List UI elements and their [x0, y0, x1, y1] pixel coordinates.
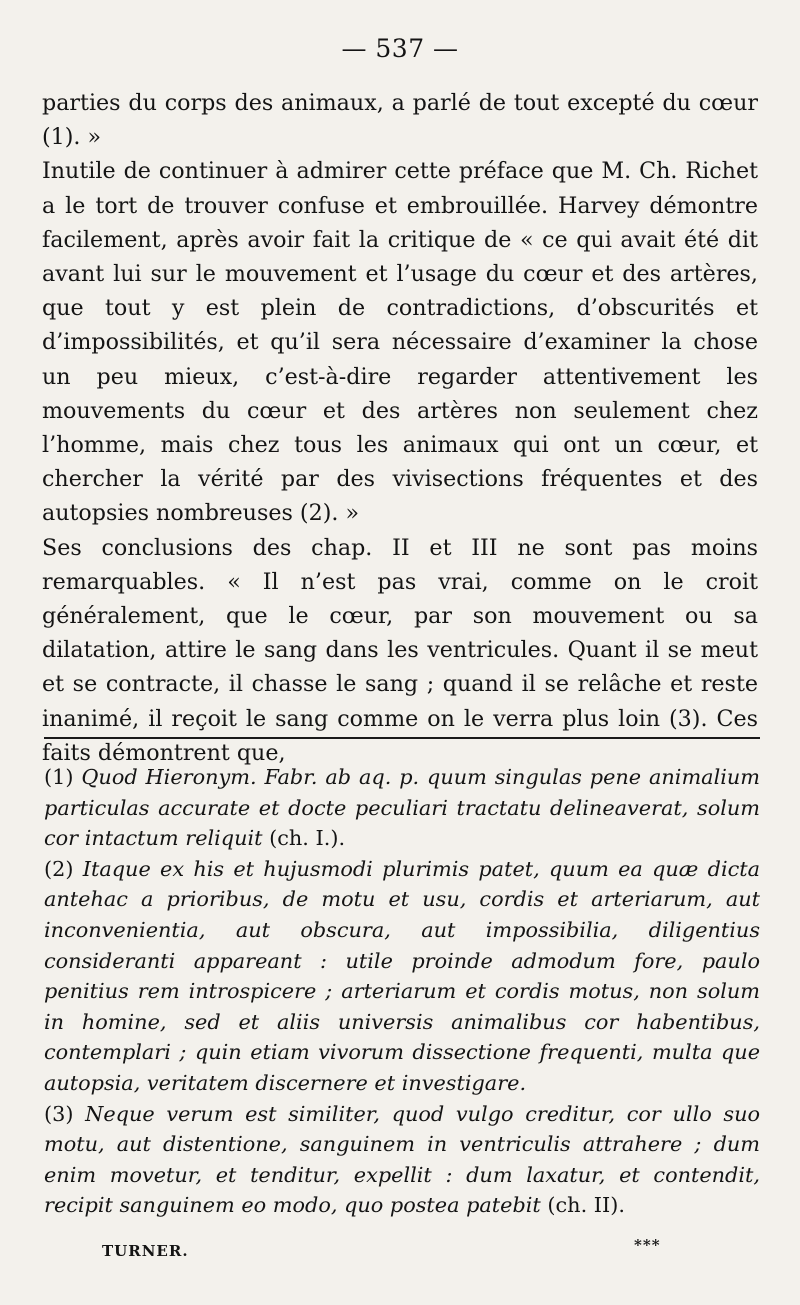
footnote-ref: (ch. I.). — [269, 826, 346, 851]
main-text — [42, 86, 758, 770]
footnote-number: (1) — [44, 765, 74, 789]
paragraph-3: Ses conclusions des chap. II et III ne sont pas moins remarquables. « Il n’est pas vrai, comme on le croit généralement, que le cœur, par son mouvement ou sa dilatation, attire le sang dans les ventricules. Quant il se meut et se contracte, il chasse le sang ; quand il se relâche et reste inanimé, il reçoit le sang comme on le verra plus loin (3). Ces faits démontrent que, — [42, 534, 758, 766]
footnote-1 — [44, 762, 760, 854]
footnote-2 — [44, 854, 760, 1099]
footnote-number: (2) — [44, 856, 74, 881]
footnotes — [44, 762, 760, 1221]
footnote-separator — [44, 737, 760, 739]
sheet-mark: *** — [634, 1236, 661, 1254]
page-number: — 537 — — [341, 34, 459, 63]
footnote-number: (3) — [44, 1101, 74, 1126]
footnote-ref: (ch. II). — [547, 1193, 625, 1218]
paragraph-1: parties du corps des animaux, a parlé de tout excepté du cœur (1). » — [42, 90, 758, 151]
footnote-text: Itaque ex his et hujusmodi plurimis patet, quum ea quæ dicta antehac a prioribus, de motu et usu, cordis et arteriarum, aut inconvenientia, aut obscura, aut impossibilia, diligentius consideranti appareant : utile proinde admodum fore, paulo penitius rem introspicere ; arteriarum et cordis motus, non solum in homine, sed et aliis universis animalibus cor habentibus, contemplari ; quin etiam vivorum dissectione frequenti, multa que autopsia, veritatem discernere et investigare. — [44, 856, 760, 1095]
signature-mark: TURNER. — [102, 1242, 189, 1260]
paragraph-2: Inutile de continuer à admirer cette préface que M. Ch. Richet a le tort de trouver confuse et embrouillée. Harvey démontre facilement, après avoir fait la critique de « ce qui avait été dit avant lui sur le mouvement et l’usage du cœur et des artères, que tout y est plein de contradictions, d’obscurités et d’impossibilités, et qu’il sera nécessaire d’examiner la chose un peu mieux, c’est-à-dire regarder attentivement les mouvements du cœur et des artères non seulement chez l’homme, mais chez tous les animaux qui ont un cœur, et chercher la vérité par des vivisections fréquentes et des autopsies nombreuses (2). » — [42, 158, 758, 527]
footnote-text: Quod Hieronym. Fabr. ab aq. p. quum singulas pene animalium particulas accurate et docte peculiari tractatu delineaverat, solum cor intactum reliquit — [44, 765, 760, 851]
footnote-text: Neque verum est similiter, quod vulgo creditur, cor ullo suo motu, aut distentione, sanguinem in ventriculis attrahere ; dum enim movetur, et tenditur, expellit : dum laxatur, et contendit, recipit sanguinem eo modo, quo postea patebit — [44, 1101, 760, 1218]
footnote-3 — [44, 1099, 760, 1221]
